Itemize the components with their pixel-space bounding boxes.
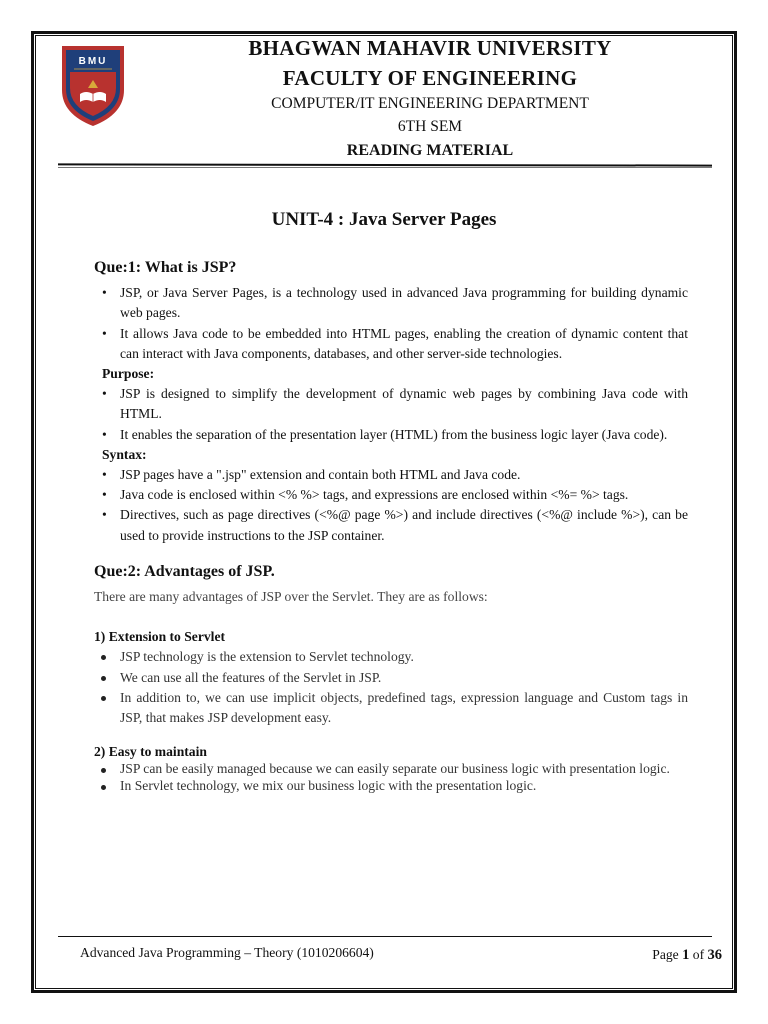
section-maintain-heading: 2) Easy to maintain	[94, 744, 207, 760]
footer-divider	[58, 936, 712, 937]
faculty-name: FACULTY OF ENGINEERING	[282, 66, 578, 90]
list-item: In Servlet technology, we mix our business logic with the presentation logic.	[94, 777, 688, 794]
footer-course: Advanced Java Programming – Theory (1010206604)	[80, 945, 374, 960]
purpose-list	[94, 384, 688, 445]
list-item: We can use all the features of the Servlet in JSP.	[94, 668, 688, 688]
syntax-label: Syntax:	[102, 446, 147, 462]
syntax-list	[94, 465, 688, 546]
material-type: READING MATERIAL	[346, 142, 514, 159]
unit-title: UNIT-4 : Java Server Pages	[271, 209, 497, 230]
extension-list	[94, 647, 688, 728]
section-extension-heading: 1) Extension to Servlet	[94, 629, 226, 645]
maintain-list	[94, 760, 688, 794]
purpose-label: Purpose:	[102, 366, 155, 382]
university-logo	[58, 42, 128, 128]
list-item: • Directives, such as page directives (<%@ page %>) and include directives (<%@ include %>), can be used to provide instructions to the JSP container.	[94, 505, 688, 545]
page-number: 1	[682, 947, 690, 963]
q2-intro: There are many advantages of JSP over the Servlet. They are as follows:	[94, 589, 488, 605]
total-pages: 36	[707, 947, 722, 963]
university-name: BHAGWAN MAHAVIR UNIVERSITY	[248, 36, 612, 60]
list-item: • It enables the separation of the presentation layer (HTML) from the business logic layer (Java code).	[94, 425, 688, 445]
list-item: • JSP is designed to simplify the development of dynamic web pages by combining Java code with HTML.	[94, 384, 688, 424]
of-label: of	[692, 947, 705, 962]
page-indicator	[652, 947, 722, 964]
list-item: • JSP pages have a ".jsp" extension and contain both HTML and Java code.	[94, 465, 688, 485]
list-item: JSP can be easily managed because we can easily separate our business logic with presentation logic.	[94, 760, 688, 777]
main-content	[94, 258, 688, 794]
department-name: COMPUTER/IT ENGINEERING DEPARTMENT	[271, 95, 589, 112]
logo-text: BMU	[78, 56, 108, 67]
list-item: • It allows Java code to be embedded into HTML pages, enabling the creation of dynamic content that can interact with Java components, databases, and other server-side technologies.	[94, 324, 688, 364]
question-1-heading: Que:1: What is JSP?	[94, 259, 237, 276]
list-item: JSP technology is the extension to Servlet technology.	[94, 647, 688, 667]
list-item: • JSP, or Java Server Pages, is a technology used in advanced Java programming for building dynamic web pages.	[94, 283, 688, 323]
semester: 6TH SEM	[397, 118, 463, 135]
page-label: Page	[652, 947, 679, 962]
list-item: In addition to, we can use implicit objects, predefined tags, expression language and Custom tags in JSP, that makes JSP development easy.	[94, 688, 688, 728]
list-item: • Java code is enclosed within <% %> tags, and expressions are enclosed within <%= %> tags.	[94, 485, 688, 505]
q1-intro-list	[94, 283, 688, 364]
header-divider-shadow	[58, 167, 712, 168]
question-2-heading: Que:2: Advantages of JSP.	[94, 562, 275, 580]
